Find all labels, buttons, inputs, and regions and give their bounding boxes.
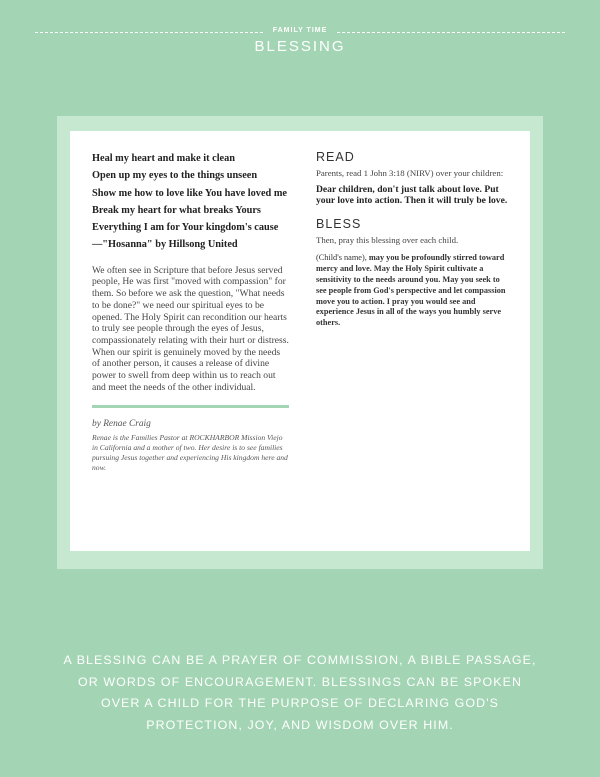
- scripture-verse: Dear children, don't just talk about love. Put your love into action. Then it will truly be love.: [316, 183, 508, 207]
- blessing-prayer: [316, 253, 512, 329]
- lyric-line: Everything I am for Your kingdom's cause: [92, 222, 279, 234]
- lyric-line: Show me how to love like You have loved me: [92, 187, 287, 199]
- reflection-paragraph: We often see in Scripture that before Jesus served people, He was first "moved with compassion" for them. So before we ask the question, "What needs to be done?" we need our spiritual eyes to be opened. The Holy Spirit can recondition our hearts to truly see people through the eyes of Jesus, compassionately relating with their hurt or distress. When our spirit is genuinely moved by the needs of another person, it causes a release of divine power to swell from deep within us to reach out and meet the needs of the other individual.: [92, 264, 289, 393]
- bless-heading: BLESS: [316, 216, 362, 231]
- song-lyrics: [92, 150, 290, 254]
- author-bio: Renae is the Families Pastor at ROCKHARBOR Mission Viejo in California and a mother of two. Her desire is to see families pursuing Jesus together and experiencing His kingdom here and now.: [92, 432, 288, 473]
- section-kicker: FAMILY TIME: [272, 27, 328, 34]
- lyric-line: Heal my heart and make it clean: [92, 153, 235, 164]
- page-title: BLESSING: [254, 38, 346, 55]
- read-heading: READ: [316, 150, 355, 164]
- lyric-attribution: —"Hosanna" by Hillsong United: [92, 239, 238, 251]
- author-byline: by Renae Craig: [92, 418, 151, 429]
- child-name-placeholder: (Child's name),: [316, 253, 367, 263]
- blessing-text: may you be profoundly stirred toward mercy and love. May the Holy Spirit cultivate a sensitivity to the needs around you. May you seek to see people from God's perspective and let compassion move you to action. I pray you would see and experience Jesus in all of the ways you humbly serve others.: [316, 253, 506, 328]
- lyric-line: Break my heart for what breaks Yours: [92, 204, 261, 216]
- right-column: [316, 150, 512, 329]
- left-column: [92, 150, 290, 473]
- content-card: [70, 131, 530, 551]
- read-instruction: Parents, read 1 John 3:18 (NIRV) over your children:: [316, 168, 504, 178]
- page-header: [0, 0, 600, 60]
- bless-instruction: Then, pray this blessing over each child.: [316, 234, 459, 245]
- divider-rule: [92, 405, 289, 408]
- lyric-line: Open up my eyes to the things unseen: [92, 170, 258, 182]
- blessing-definition: A BLESSING CAN BE A PRAYER OF COMMISSION, A BIBLE PASSAGE, OR WORDS OF ENCOURAGEMENT. BLESSINGS CAN BE SPOKEN OVER A CHILD FOR THE PURPOSE OF DECLARING GOD'S PROTECTION, JOY, AND WISDOM OVER HIM.: [63, 653, 537, 732]
